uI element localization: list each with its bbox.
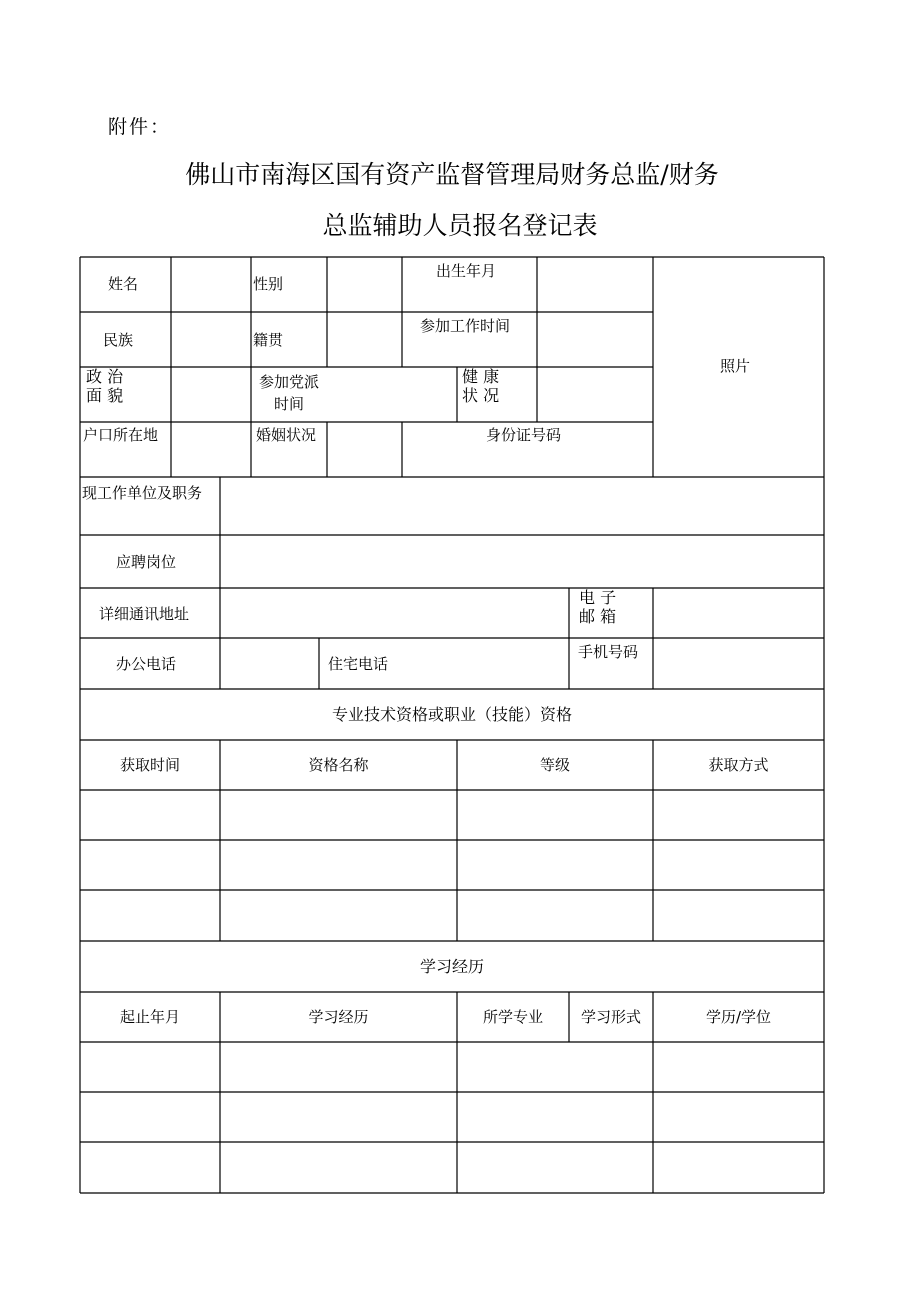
party-join-time-label: 参加党派 时间: [258, 373, 319, 413]
mobile-label: 手机号码: [578, 643, 639, 661]
position-label: 应聘岗位: [116, 553, 177, 571]
marital-status-label: 婚姻状况: [256, 426, 317, 444]
gender-label: 性别: [253, 275, 284, 293]
current-job-label: 现工作单位及职务: [82, 484, 203, 502]
address-label: 详细通讯地址: [99, 605, 190, 623]
id-number-label: 身份证号码: [486, 426, 562, 444]
address-input-cell[interactable]: [220, 588, 569, 638]
education-col-form: 学习形式: [580, 1008, 641, 1026]
birth-date-label: 出生年月: [436, 262, 497, 280]
gender-input-cell[interactable]: [327, 257, 402, 312]
qualification-heading: 专业技术资格或职业（技能）资格: [331, 705, 572, 724]
work-start-input-cell[interactable]: [537, 312, 653, 367]
form-title-line-2: 总监辅助人员报名登记表: [322, 211, 598, 240]
hukou-input-cell[interactable]: [171, 422, 251, 477]
email-label: 电 子 邮 箱: [579, 588, 617, 626]
birth-date-input-cell[interactable]: [537, 257, 653, 312]
health-status-label: 健 康 状 况: [462, 367, 500, 405]
marital-status-input-cell[interactable]: [327, 422, 402, 477]
form-title-line-1: 佛山市南海区国有资产监督管理局财务总监/财务: [185, 160, 719, 189]
office-phone-input-cell[interactable]: [220, 638, 319, 689]
current-job-input-cell[interactable]: [220, 477, 824, 535]
political-status-input-cell[interactable]: [171, 367, 251, 422]
attachment-label: 附件：: [108, 116, 172, 138]
ethnicity-input-cell[interactable]: [171, 312, 251, 367]
health-status-input-cell[interactable]: [537, 367, 653, 422]
email-input-cell[interactable]: [653, 588, 824, 638]
home-phone-label: 住宅电话: [328, 655, 389, 673]
mobile-input-cell[interactable]: [653, 638, 824, 689]
photo-label: 照片: [720, 357, 751, 375]
native-place-label: 籍贯: [253, 331, 284, 349]
education-col-experience: 学习经历: [308, 1008, 369, 1026]
qualification-col-level: 等级: [539, 756, 570, 774]
office-phone-label: 办公电话: [116, 655, 177, 673]
qualification-col-time: 获取时间: [119, 756, 180, 774]
qualification-col-name: 资格名称: [308, 756, 369, 774]
ethnicity-label: 民族: [103, 331, 134, 349]
native-place-input-cell[interactable]: [327, 312, 402, 367]
photo-cell[interactable]: [653, 257, 824, 477]
education-col-major: 所学专业: [482, 1008, 543, 1026]
party-join-time-input-cell[interactable]: [327, 367, 457, 422]
education-col-period: 起止年月: [119, 1008, 180, 1026]
qualification-col-method: 获取方式: [708, 756, 769, 774]
education-heading: 学习经历: [419, 957, 484, 976]
education-col-degree: 学历/学位: [705, 1008, 772, 1026]
position-input-cell[interactable]: [220, 535, 824, 588]
hukou-label: 户口所在地: [83, 426, 159, 444]
name-label: 姓名: [108, 275, 139, 293]
political-status-label: 政 治 面 貌: [86, 367, 124, 405]
name-input-cell[interactable]: [171, 257, 251, 312]
work-start-label: 参加工作时间: [420, 317, 511, 335]
